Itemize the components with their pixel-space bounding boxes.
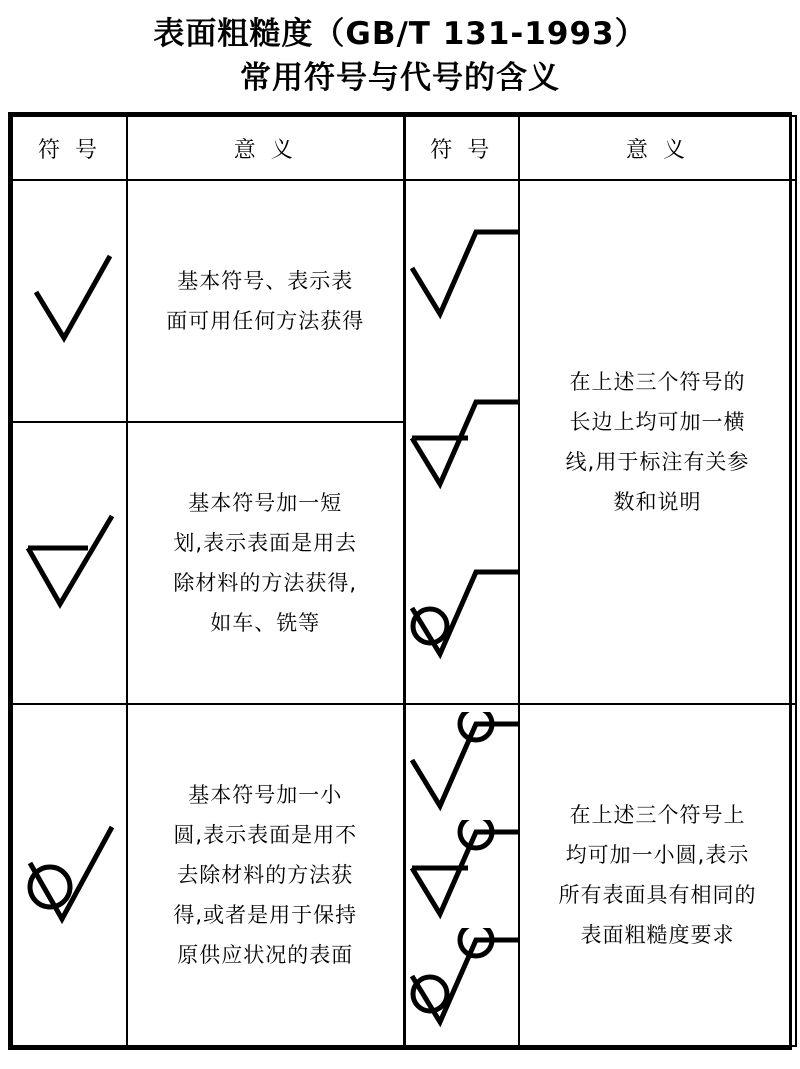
triangle-check-small-circle-symbol (402, 820, 522, 925)
meaning-line: 如车、铣等 (210, 611, 321, 635)
meaning-line: 数和说明 (613, 490, 702, 514)
circle-check-with-long-edge-symbol (402, 560, 522, 665)
header-symbol-left: 符 号 (12, 116, 127, 180)
meaning-line: 在上述三个符号上 (569, 803, 746, 827)
symbol-cell-basic-check (12, 180, 127, 422)
table-header-row (12, 116, 796, 180)
meaning-line: 圆,表示表面是用不 (173, 823, 358, 847)
basic-check-with-long-edge-symbol (402, 220, 522, 325)
meaning-line: 长边上均可加一横 (569, 410, 746, 434)
header-symbol-right: 符 号 (404, 116, 519, 180)
meaning-line: 划,表示表面是用去 (173, 531, 358, 555)
check-with-circle-symbol (13, 815, 126, 935)
triangle-check-with-long-edge-symbol (402, 390, 522, 495)
header-meaning-right: 意 义 (519, 116, 796, 180)
basic-check-symbol (13, 246, 126, 356)
check-with-bar-triangle-symbol (13, 508, 126, 618)
symbol-cell-triangle-check (12, 422, 127, 704)
meaning-line: 面可用任何方法获得 (166, 309, 365, 333)
header-meaning-left: 意 义 (127, 116, 404, 180)
meaning-cell-basic-check (127, 180, 404, 422)
meaning-line: 基本符号、表示表 (177, 269, 354, 293)
meaning-cell-triangle-check (127, 422, 404, 704)
meaning-line: 在上述三个符号的 (569, 370, 746, 394)
title-line-1: 表面粗糙度（GB/T 131-1993） (153, 16, 647, 52)
meaning-line: 去除材料的方法获 (177, 863, 354, 887)
symbol-cell-small-circle-group (404, 704, 519, 1046)
symbol-cell-long-edge-group (404, 180, 519, 704)
meaning-line: 除材料的方法获得, (173, 571, 358, 595)
symbol-cell-circle-check (12, 704, 127, 1046)
meaning-line: 表面粗糙度要求 (580, 923, 735, 947)
table-row (12, 704, 796, 1046)
symbol-meaning-table (8, 112, 792, 1050)
meaning-line: 均可加一小圆,表示 (565, 843, 750, 867)
circle-check-small-circle-symbol (402, 928, 522, 1038)
meaning-cell-small-circle-group (519, 704, 796, 1046)
meaning-cell-long-edge-group (519, 180, 796, 704)
meaning-line: 线,用于标注有关参 (565, 450, 750, 474)
basic-check-small-circle-symbol (402, 712, 522, 817)
meaning-line: 所有表面具有相同的 (558, 883, 757, 907)
meaning-cell-circle-check (127, 704, 404, 1046)
page-title (0, 0, 800, 100)
title-line-2: 常用符号与代号的含义 (240, 60, 560, 96)
table-row (12, 180, 796, 422)
meaning-line: 原供应状况的表面 (177, 943, 354, 967)
meaning-line: 基本符号加一短 (188, 491, 343, 515)
meaning-line: 基本符号加一小 (188, 783, 343, 807)
meaning-line: 得,或者是用于保持 (173, 903, 358, 927)
